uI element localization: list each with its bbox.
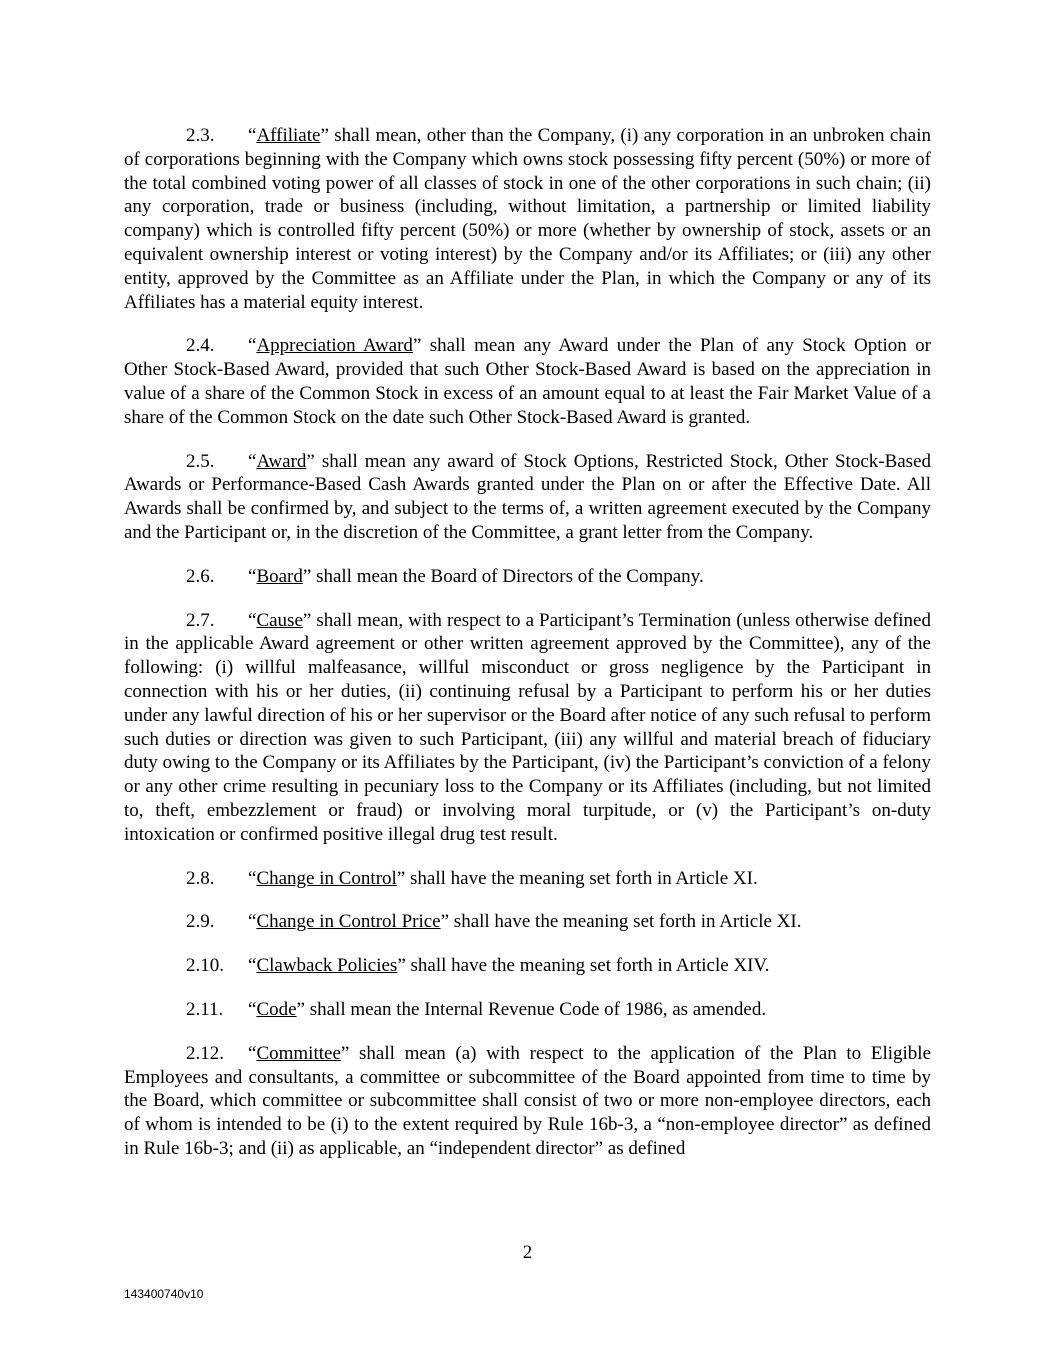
section-text: shall have the meaning set forth in Article XI.	[410, 867, 758, 889]
section-number: 2.9.	[186, 911, 215, 933]
section-text: shall mean (a) with respect to the application of the Plan to Eligible Employees and consultants, a committee or subcommittee of the Board appointed from time to time by the Board, which committee or subcommittee shall consist of two or more non-employee directors, each of whom is intended to be (i) to the extent required by Rule 16b-3, a “non-employee director” as defined in Rule 16b-3; and (ii) as applicable, an “independent director” as defined	[124, 1042, 932, 1159]
page-number: 2	[522, 1242, 533, 1263]
section-number: 2.4.	[186, 335, 215, 357]
section-text: shall have the meaning set forth in Article XI.	[453, 911, 802, 933]
section-2-9: 2.9. “Change in Control Price” shall have the meaning set forth in Article XI.	[186, 911, 802, 933]
section-2-3: 2.3. “Affiliate” shall mean, other than the Company, (i) any corporation in an unbroken chain of corporations beginning with the Company which owns stock possessing fifty percent (50%) or more of the total combined voting power of all classes of stock in one of the other corporations in such chain; (ii) any corporation, trade or business (including, without limitation, a partnership or limited liability company) which is controlled fifty percent (50%) or more (whether by ownership of stock, assets or an equivalent ownership interest or voting interest) by the Company and/or its Affiliates; or (iii) any other entity, approved by the Committee as an Affiliate under the Plan, in which the Company or any of its Affiliates has a material equity interest.	[124, 125, 931, 313]
defined-term: Affiliate	[256, 125, 321, 146]
defined-term: Change in Control	[256, 867, 397, 889]
section-2-12: 2.12. “Committee” shall mean (a) with respect to the application of the Plan to Eligible Employees and consultants, a committee or subcommittee of the Board appointed from time to time by the Board, which committee or subcommittee shall consist of two or more non-employee directors, each of whom is intended to be (i) to the extent required by Rule 16b-3, a “non-employee director” as defined in Rule 16b-3; and (ii) as applicable, an “independent director” as defined	[124, 1042, 932, 1159]
section-2-7: 2.7. “Cause” shall mean, with respect to a Participant’s Termination (unless otherwise defined in the applicable Award agreement or other written agreement approved by the Committee), any of the following: (i) willful malfeasance, willful misconduct or gross negligence by the Participant in connection with his or her duties, (ii) continuing refusal by a Participant to perform his or her duties under any lawful direction of his or her supervisor or the Board after notice of any such refusal to perform such duties or direction was given to such Participant, (iii) any willful and material breach of fiduciary duty owing to the Company or its Affiliates by the Participant, (iv) the Participant’s conviction of a felony or any other crime resulting in pecuniary loss to the Company or its Affiliates (including, but not limited to, theft, embezzlement or fraud) or involving moral turpitude, or (v) the Participant’s on-duty intoxication or confirmed positive illegal drug test result.	[124, 609, 931, 845]
section-number: 2.3.	[186, 125, 215, 146]
section-text: shall mean the Internal Revenue Code of 1986, as amended.	[309, 998, 767, 1020]
section-number: 2.5.	[186, 450, 215, 472]
section-text: shall mean any award of Stock Options, Restricted Stock, Other Stock-Based Awards or Performance-Based Cash Awards granted under the Plan on or after the Effective Date. All Awards shall be confirmed by, and subject to the terms of, a written agreement executed by the Company and the Participant or, in the discretion of the Committee, a grant letter from the Company.	[124, 450, 932, 543]
section-2-4: 2.4. “Appreciation Award” shall mean any Award under the Plan of any Stock Option or Other Stock-Based Award, provided that such Other Stock-Based Award is based on the appreciation in value of a share of the Common Stock in excess of an amount equal to at least the Fair Market Value of a share of the Common Stock on the date such Other Stock-Based Award is granted.	[124, 335, 931, 428]
section-number: 2.8.	[186, 867, 215, 889]
defined-term: Committee	[256, 1042, 341, 1064]
defined-term: Clawback Policies	[256, 955, 398, 977]
defined-term: Board	[256, 565, 303, 587]
section-number: 2.10.	[186, 955, 224, 977]
section-2-10: 2.10. “Clawback Policies” shall have the meaning set forth in Article XIV.	[186, 955, 770, 977]
document-body	[124, 124, 931, 1161]
defined-term: Award	[256, 450, 307, 472]
section-number: 2.6.	[186, 565, 215, 587]
defined-term: Change in Control Price	[256, 911, 441, 933]
defined-term: Code	[256, 998, 297, 1020]
section-number: 2.11.	[186, 998, 224, 1020]
section-text: shall mean any Award under the Plan of any Stock Option or Other Stock-Based Award, provided that such Other Stock-Based Award is based on the appreciation in value of a share of the Common Stock in excess of an amount equal to at least the Fair Market Value of a share of the Common Stock on the date such Other Stock-Based Award is granted.	[124, 335, 931, 428]
defined-term: Cause	[256, 609, 303, 631]
section-text: shall mean, with respect to a Participant’s Termination (unless otherwise defined in the applicable Award agreement or other written agreement approved by the Committee), any of the following: (i) willful malfeasance, willful misconduct or gross negligence by the Participant in connection with his or her duties, (ii) continuing refusal by a Participant to perform his or her duties under any lawful direction of his or her supervisor or the Board after notice of any such refusal to perform such duties or direction was given to such Participant, (iii) any willful and material breach of fiduciary duty owing to the Company or its Affiliates by the Participant, (iv) the Participant’s conviction of a felony or any other crime resulting in pecuniary loss to the Company or its Affiliates (including, but not limited to, theft, embezzlement or fraud) or involving moral turpitude, or (v) the Participant’s on-duty intoxication or confirmed positive illegal drug test result.	[124, 609, 931, 845]
document-id: 143400740v10	[124, 1287, 204, 1301]
section-2-5: 2.5. “Award” shall mean any award of Stock Options, Restricted Stock, Other Stock-Based Awards or Performance-Based Cash Awards granted under the Plan on or after the Effective Date. All Awards shall be confirmed by, and subject to the terms of, a written agreement executed by the Company and the Participant or, in the discretion of the Committee, a grant letter from the Company.	[124, 450, 932, 543]
section-2-6: 2.6. “Board” shall mean the Board of Directors of the Company.	[186, 565, 704, 587]
defined-term: Appreciation Award	[256, 335, 413, 357]
section-number: 2.12.	[186, 1042, 224, 1064]
section-text: shall mean, other than the Company, (i) any corporation in an unbroken chain of corporations beginning with the Company which owns stock possessing fifty percent (50%) or more of the total combined voting power of all classes of stock in one of the other corporations in such chain; (ii) any corporation, trade or business (including, without limitation, a partnership or limited liability company) which is controlled fifty percent (50%) or more (whether by ownership of stock, assets or an equivalent ownership interest or voting interest) by the Company and/or its Affiliates; or (iii) any other entity, approved by the Committee as an Affiliate under the Plan, in which the Company or any of its Affiliates has a material equity interest.	[124, 125, 931, 313]
section-text: shall mean the Board of Directors of the Company.	[316, 565, 704, 587]
section-text: shall have the meaning set forth in Article XIV.	[410, 955, 770, 977]
section-number: 2.7.	[186, 609, 215, 631]
section-2-8: 2.8. “Change in Control” shall have the meaning set forth in Article XI.	[186, 867, 758, 889]
section-2-11: 2.11. “Code” shall mean the Internal Revenue Code of 1986, as amended.	[186, 998, 767, 1020]
